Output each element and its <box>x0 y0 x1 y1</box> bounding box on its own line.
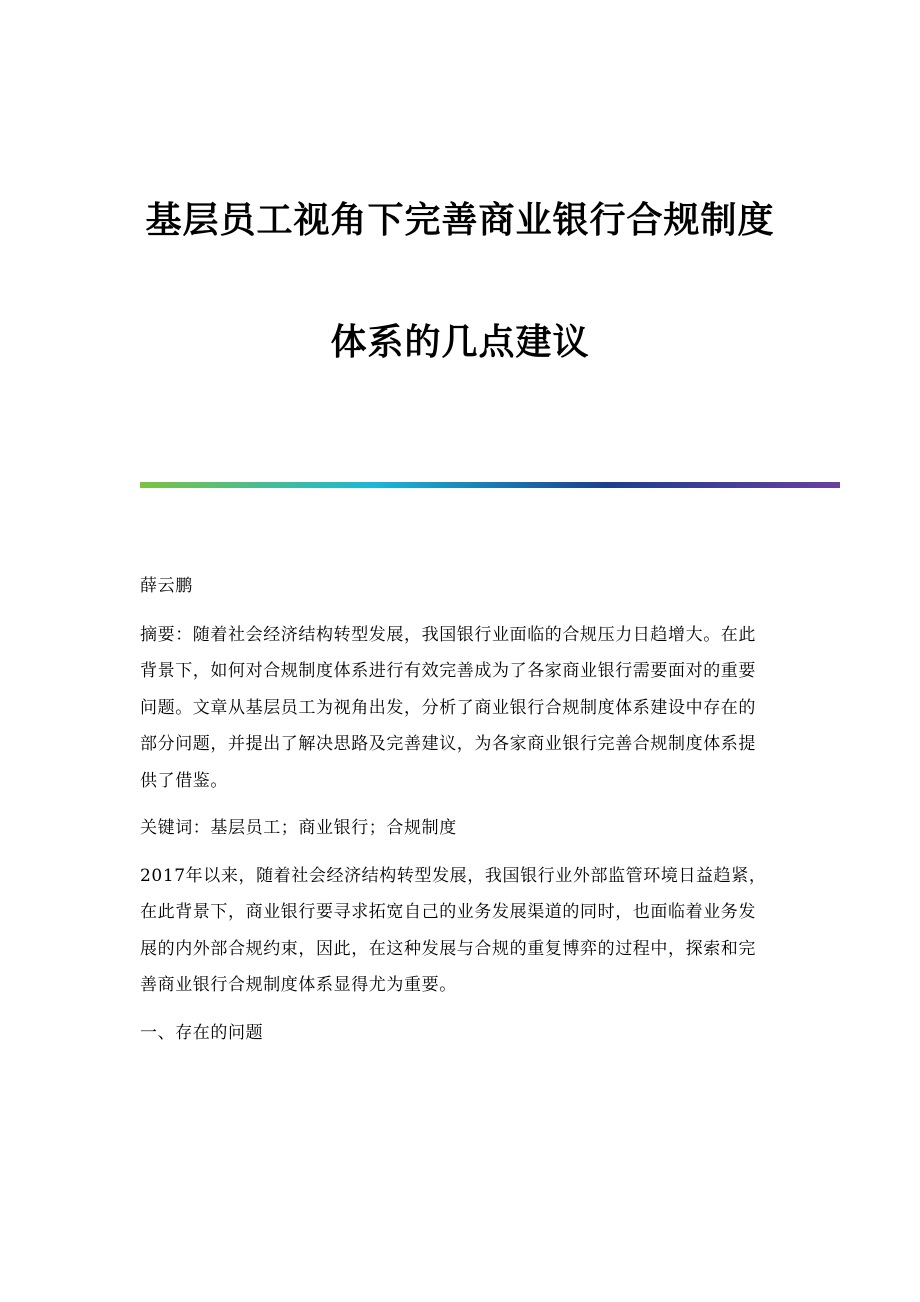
section-heading: 一、存在的问题 <box>140 1022 264 1043</box>
gradient-divider <box>140 482 840 488</box>
document-body <box>140 568 772 1062</box>
abstract-paragraph: 摘要：随着社会经济结构转型发展，我国银行业面临的合规压力日趋增大。在此背景下，如何对合规制度体系进行有效完善成为了各家商业银行需要面对的重要问题。文章从基层员工为视角出发，分析了商业银行合规制度体系建设中存在的部分问题，并提出了解决思路及完善建议，为各家商业银行完善合规制度体系提供了借鉴。 <box>140 624 756 791</box>
title-line-2: 体系的几点建议 <box>330 322 590 363</box>
intro-paragraph: 2017年以来，随着社会经济结构转型发展，我国银行业外部监管环境日益趋紧，在此背景下，商业银行要寻求拓宽自己的业务发展渠道的同时，也面临着业务发展的内外部合规约束，因此，在这种发展与合规的重复博弈的过程中，探索和完善商业银行合规制度体系显得尤为重要。 <box>140 865 767 995</box>
author-name: 薛云鹏 <box>140 576 193 596</box>
title-line-1: 基层员工视角下完善商业银行合规制度 <box>145 200 775 241</box>
keywords-line: 关键词：基层员工；商业银行；合规制度 <box>140 818 457 838</box>
